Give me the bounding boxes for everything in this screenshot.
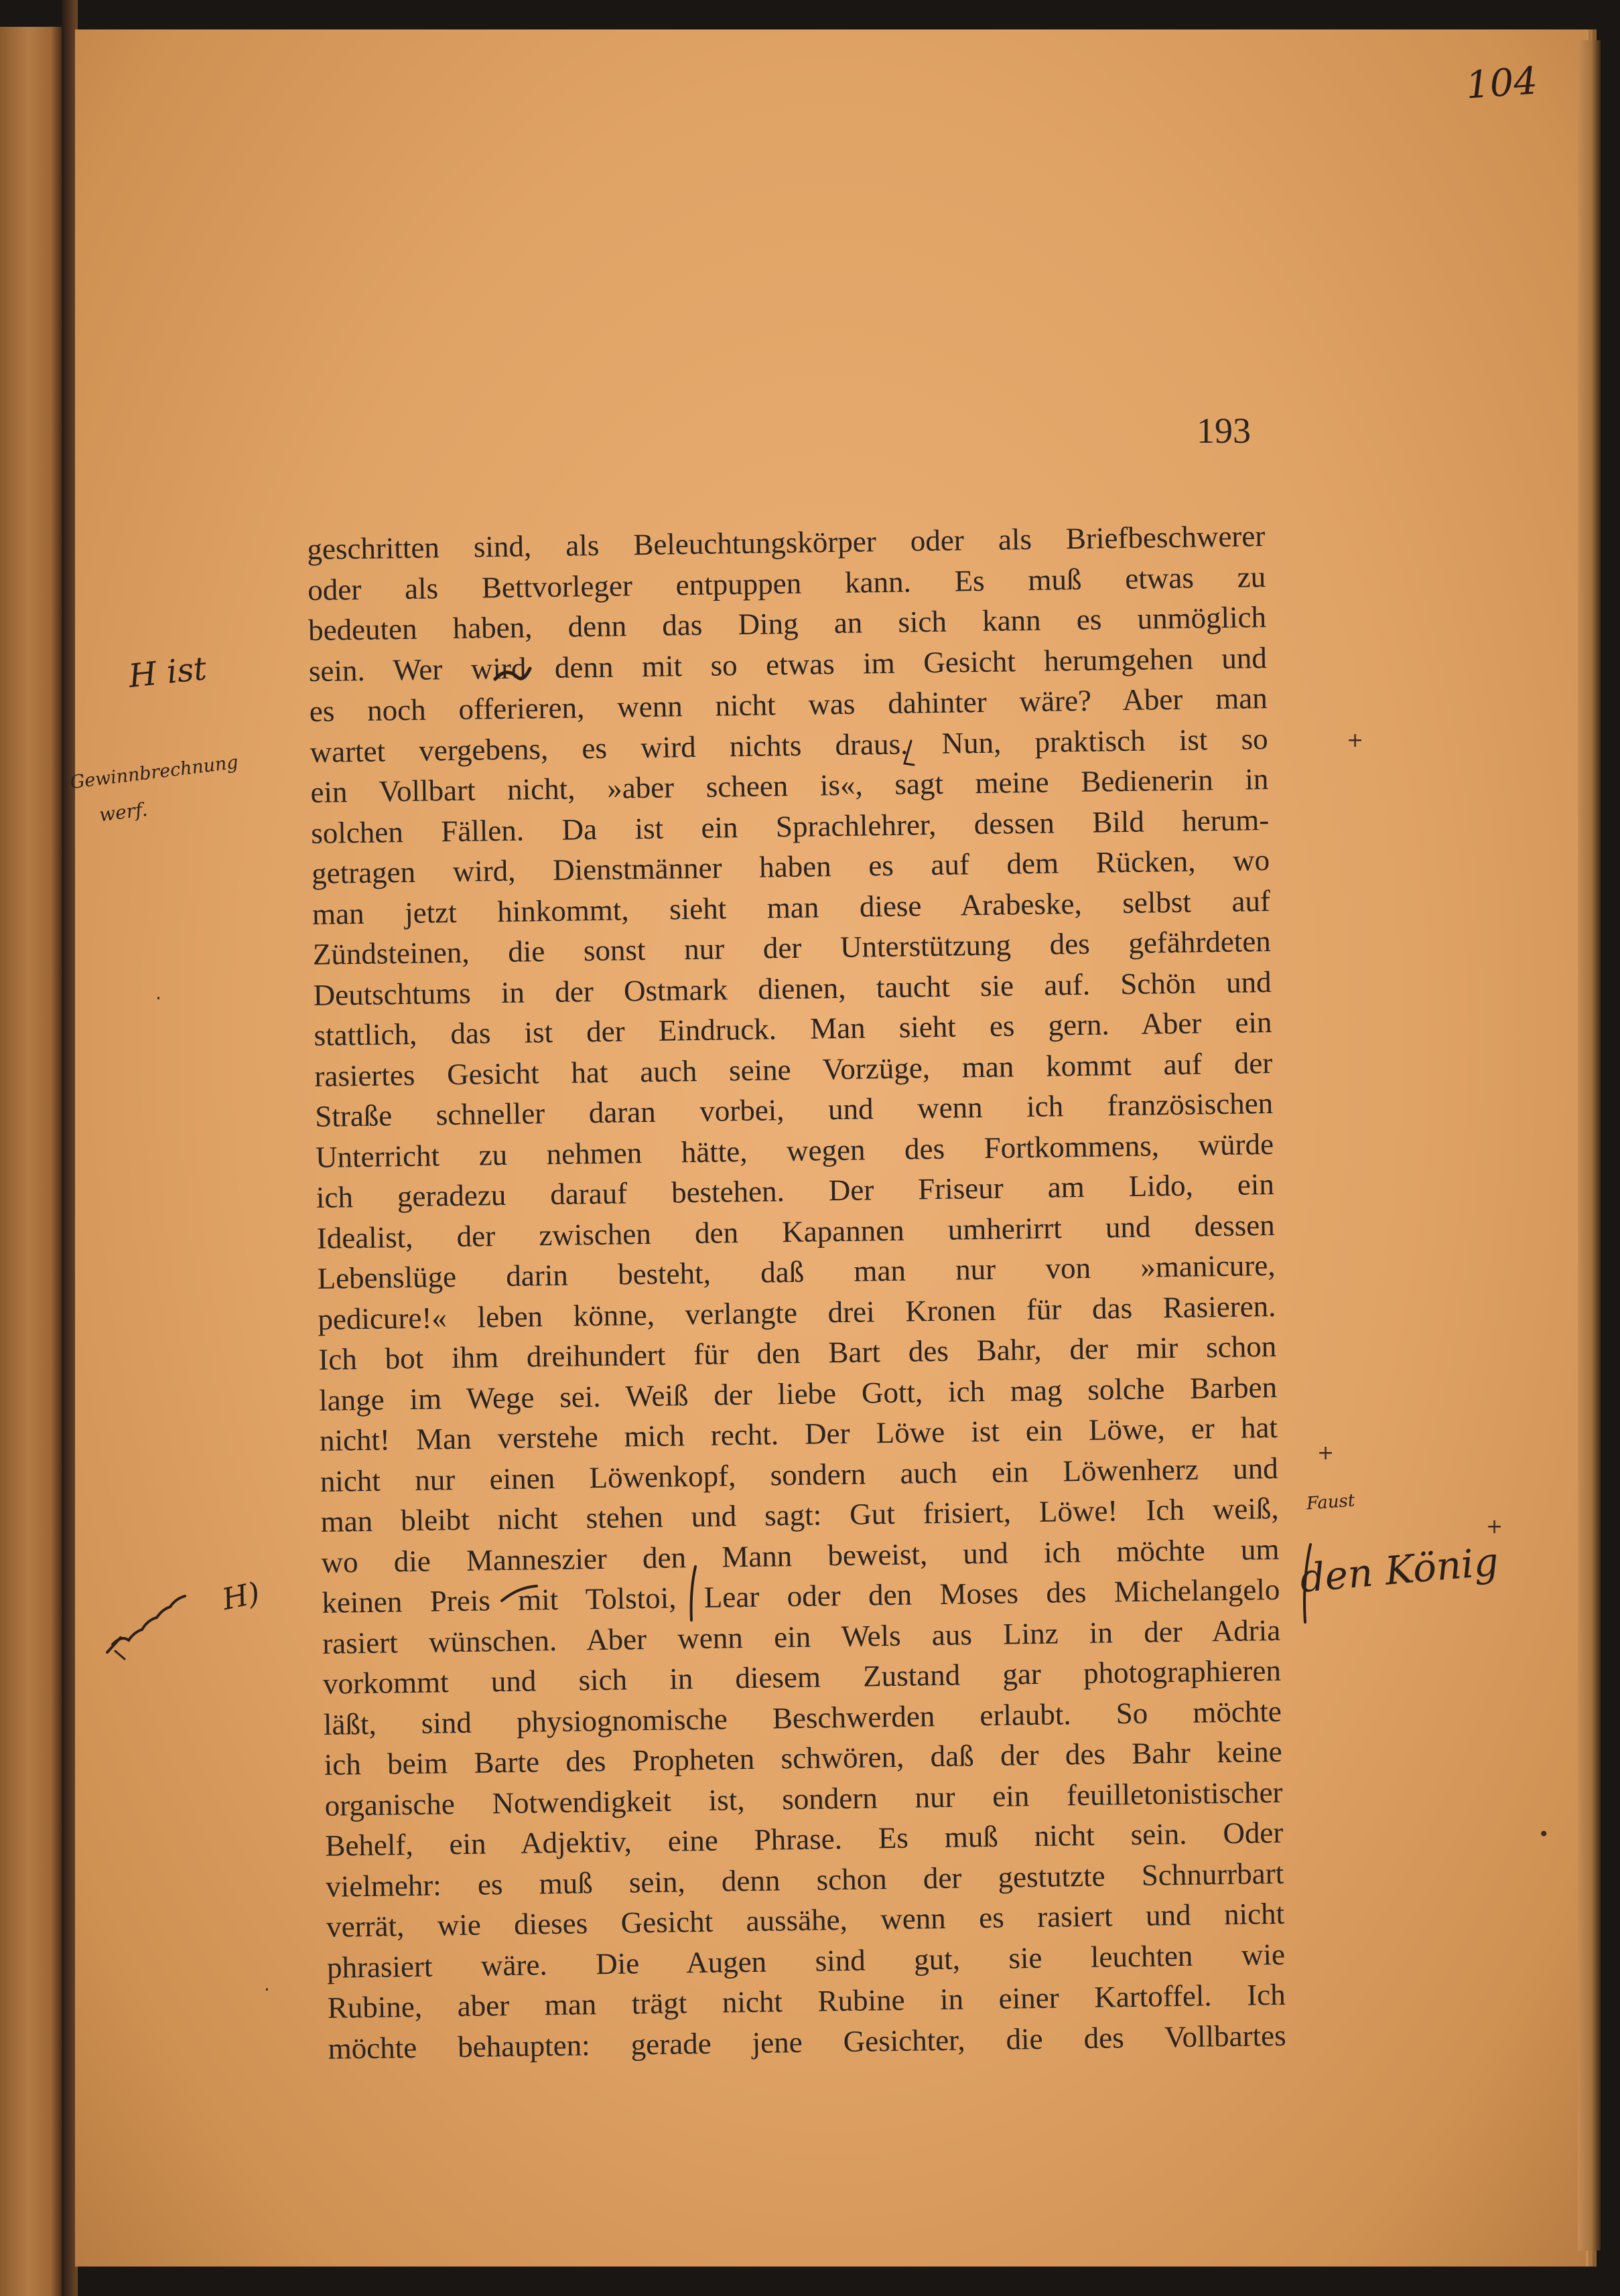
dot-mark: · (155, 987, 161, 1009)
plus-mark: + (1347, 729, 1364, 752)
text-line: es noch offerieren, wenn nicht was dahinter wäre? Aber man (309, 681, 1268, 728)
text-line: vielmehr: es muß sein, denn schon der gestutzte Schnurrbart (325, 1856, 1284, 1904)
text-line: phrasiert wäre. Die Augen sind gut, sie leuchten wie (326, 1937, 1286, 1985)
text-line: Unterricht zu nehmen hätte, wegen des Fortkommens, würde (315, 1127, 1274, 1174)
plus-mark: + (1486, 1515, 1503, 1538)
text-line: getragen wird, Dienstmänner haben es auf dem Rücken, wo (311, 843, 1270, 890)
text-line: Idealist, der zwischen den Kapannen umherirrt und dessen (316, 1208, 1275, 1255)
margin-note-left-2a: Gewinnbrechnung (69, 751, 240, 794)
text-line: man jetzt hinkommt, sieht man diese Arabeske, selbst auf (312, 883, 1271, 931)
text-line: wartet vergebens, es wird nichts draus. Nun, praktisch ist so (310, 721, 1268, 769)
text-line: verrät, wie dieses Gesicht aussähe, wenn es rasiert und nicht (326, 1896, 1285, 1944)
text-line: Lebenslüge darin besteht, daß man nur von »manicure, (317, 1248, 1276, 1295)
text-line: Ich bot ihm dreihundert für den Bart des Bahr, der mir schon (318, 1329, 1277, 1376)
margin-note-right-2: den König (1298, 1538, 1501, 1601)
text-line: Behelf, ein Adjektiv, eine Phrase. Es muß nicht sein. Oder (325, 1815, 1284, 1863)
margin-note-left-2b: werf. (98, 798, 149, 827)
text-line: wo die Manneszier den Mann beweist, und ich möchte um (321, 1532, 1280, 1579)
facing-page-edge (0, 27, 64, 2296)
pen-strike-mark (492, 663, 533, 690)
printed-page-number: 193 (1197, 411, 1251, 451)
text-line: lange im Wege sei. Weiß der liebe Gott, ich mag solche Barben (318, 1370, 1278, 1417)
plus-mark: + (1317, 1441, 1335, 1465)
text-line: bedeuten haben, denn das Ding an sich kann es unmöglich (308, 600, 1267, 647)
text-line: solchen Fällen. Da ist ein Sprachlehrer, dessen Bild herum- (310, 802, 1270, 850)
text-line: geschritten sind, als Beleuchtungskörper oder als Briefbeschwerer (307, 519, 1266, 566)
page-stack-edge (1578, 40, 1601, 2250)
text-line: man bleibt nicht stehen und sagt: Gut frisiert, Löwe! Ich weiß, (320, 1491, 1279, 1538)
text-line: Rubine, aber man trägt nicht Rubine in einer Kartoffel. Ich (327, 1977, 1286, 2025)
pen-scribble-left-mark (100, 1571, 194, 1664)
text-line: rasiertes Gesicht hat auch seine Vorzüge, man kommt auf der (314, 1046, 1273, 1093)
text-line: pedicure!« leben könne, verlangte drei Kronen für das Rasieren. (318, 1289, 1276, 1336)
pen-tick-mark (898, 737, 918, 770)
dot-mark: • (1538, 1823, 1550, 1845)
body-text (307, 516, 1286, 2069)
dot-mark: · (264, 1979, 270, 2001)
text-line: organische Notwendigkeit ist, sondern nur ein feuilletonistischer (324, 1775, 1283, 1822)
margin-note-right-1: Faust (1306, 1490, 1356, 1514)
margin-note-left-1: H ist (127, 650, 208, 695)
margin-note-left-3: H) (219, 1575, 263, 1618)
text-line: möchte behaupten: gerade jene Gesichter, die des Vollbartes (328, 2018, 1286, 2066)
pen-strike-mark (499, 1581, 539, 1607)
text-line: stattlich, das ist der Eindruck. Man sieht es gern. Aber ein (314, 1005, 1272, 1052)
text-line: vorkommt und sich in diesem Zustand gar photographieren (322, 1653, 1282, 1701)
text-line: Straße schneller daran vorbei, und wenn ich französischen (314, 1086, 1274, 1133)
text-line: ich geradezu darauf bestehen. Der Friseur am Lido, ein (316, 1167, 1275, 1214)
pen-bracket-right-mark (1293, 1540, 1320, 1628)
pen-insertion-mark (683, 1564, 703, 1624)
text-line: ein Vollbart nicht, »aber scheen is«, sagt meine Bedienerin in (310, 762, 1269, 809)
text-line: läßt, sind physiognomische Beschwerden erlaubt. So möchte (323, 1694, 1282, 1741)
text-line: sein. Wer wird denn mit so etwas im Gesicht herumgehen und (308, 640, 1268, 688)
text-line: oder als Bettvorleger entpuppen kann. Es muß etwas zu (307, 559, 1266, 607)
text-line: ich beim Barte des Propheten schwören, daß der des Bahr keine (324, 1734, 1282, 1782)
text-line: Zündsteinen, die sonst nur der Unterstützung des gefährdeten (312, 924, 1272, 971)
text-line: nicht nur einen Löwenkopf, sondern auch ein Löwenherz und (320, 1451, 1279, 1498)
text-line: Deutschtums in der Ostmark dienen, taucht sie auf. Schön und (313, 964, 1272, 1012)
handwritten-folio-number: 104 (1464, 59, 1540, 108)
text-line: keinen Preis mit Tolstoi, Lear oder den Moses des Michelangelo (322, 1572, 1280, 1620)
text-line: nicht! Man verstehe mich recht. Der Löwe ist ein Löwe, er hat (319, 1410, 1278, 1457)
text-line: rasiert wünschen. Aber wenn ein Wels aus Linz in der Adria (322, 1613, 1281, 1660)
